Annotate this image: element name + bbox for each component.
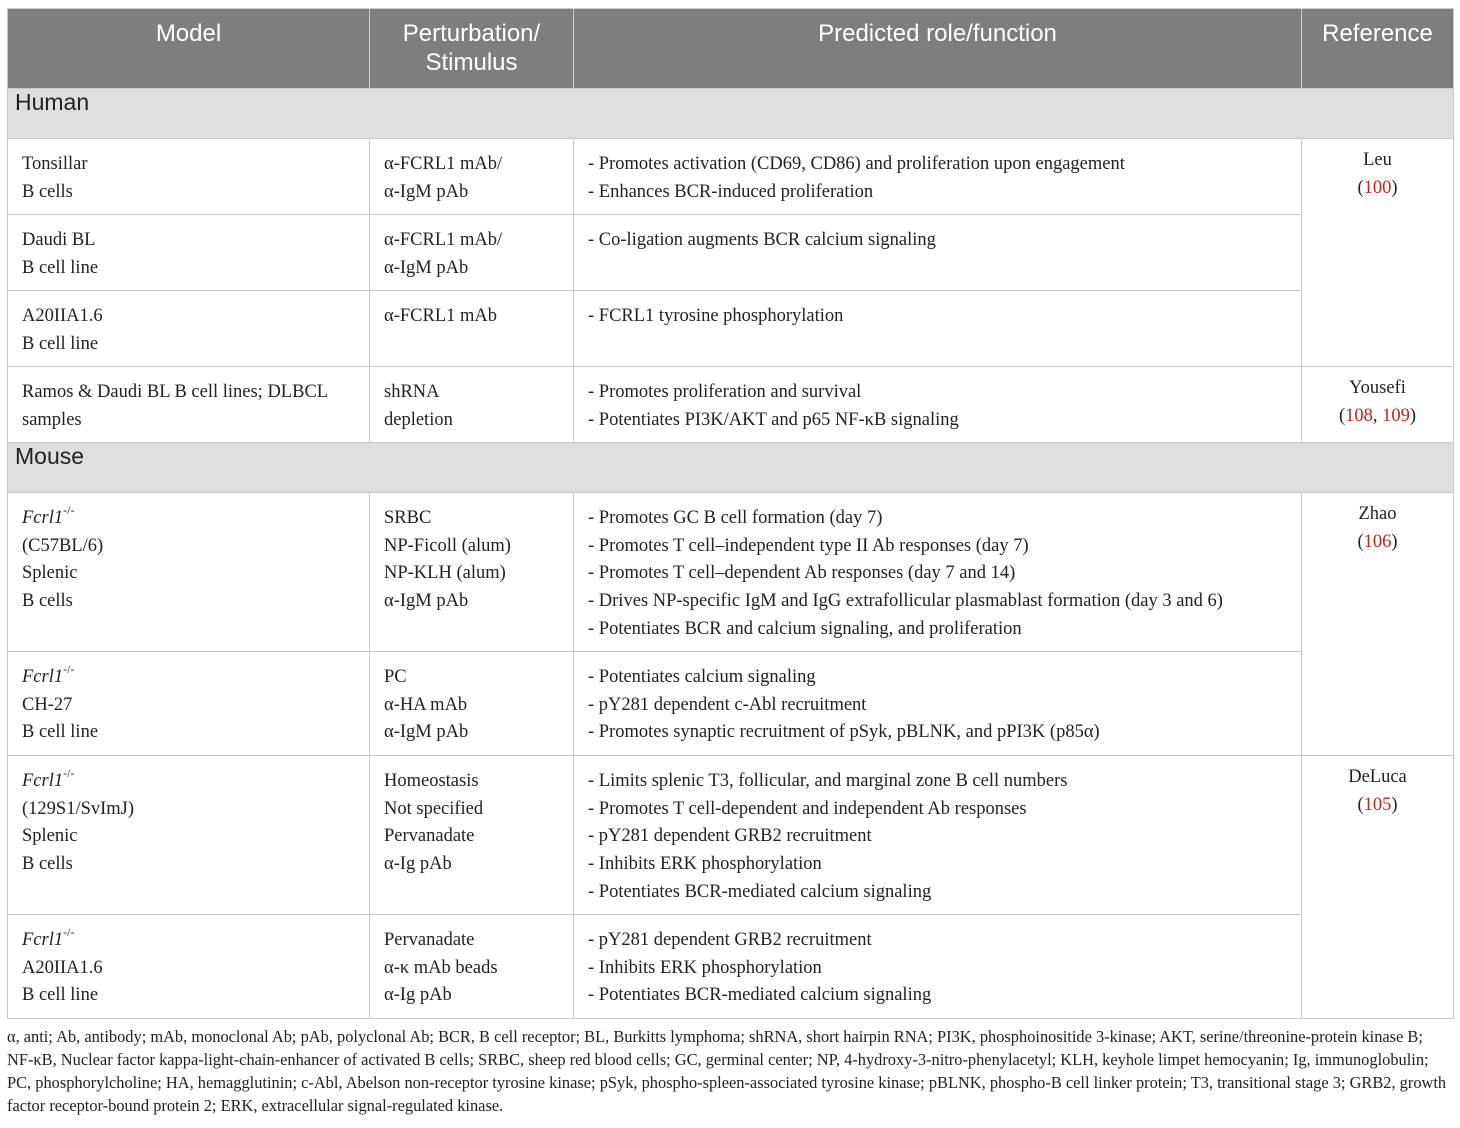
reference-link[interactable]: 108 [1345,405,1373,426]
model-line: A20IIA1.6 [22,306,103,326]
perturbation-line: SRBC [384,508,432,528]
cell-perturbation [370,915,574,1019]
cell-perturbation [370,756,574,915]
knockout-superscript: -/- [63,502,75,517]
cell-perturbation [370,139,574,215]
cell-role [574,756,1302,915]
model-gene-line [22,661,359,692]
model-line: B cell line [22,333,99,354]
model-line: Splenic [22,563,78,584]
perturbation-line: NP-KLH (alum) [384,563,506,584]
role-line: - pY281 dependent GRB2 recruitment [588,930,872,950]
reference-separator: , [1372,405,1383,426]
table-row [8,915,1454,1019]
model-line: Splenic [22,826,78,847]
paren-close: ) [1391,177,1398,198]
role-line: - pY281 dependent c-Abl recruitment [588,694,867,715]
perturbation-line: α-FCRL1 mAb [384,306,497,326]
section-label-mouse: Mouse [8,443,1454,493]
cell-role [574,291,1302,367]
cell-role [574,652,1302,756]
section-row-mouse [8,443,1454,493]
cell-role [574,367,1302,443]
reference-citation [1306,792,1449,820]
model-gene-line [22,502,359,533]
cell-perturbation [370,367,574,443]
perturbation-line: shRNA [384,382,440,402]
reference-citation [1306,175,1449,203]
paren-open: ( [1357,177,1364,198]
gene-name: Fcrl1 [22,930,64,950]
role-line: - Drives NP-specific IgM and IgG extrafollicular plasmablast formation (day 3 and 6) [588,591,1223,612]
perturbation-line: α-κ mAb beads [384,957,498,978]
reference-author: Zhao [1358,504,1397,524]
model-gene-line [22,765,359,796]
perturbation-line: α-Ig pAb [384,985,452,1006]
model-line: B cell line [22,722,99,743]
reference-citation [1306,403,1449,431]
role-line: - Limits splenic T3, follicular, and marginal zone B cell numbers [588,771,1068,791]
perturbation-line: PC [384,667,407,687]
model-line: Daudi BL [22,230,96,250]
reference-author: Leu [1363,150,1392,170]
cell-role [574,915,1302,1019]
role-line: - Promotes T cell–independent type II Ab responses (day 7) [588,535,1029,556]
cell-role [574,493,1302,652]
table-row [8,367,1454,443]
role-line: - Promotes T cell–dependent Ab responses (day 7 and 14) [588,563,1016,584]
cell-model [8,493,370,652]
cell-model [8,215,370,291]
header-model: Model [8,9,370,89]
cell-model [8,756,370,915]
role-line: - Potentiates calcium signaling [588,667,816,687]
knockout-superscript: -/- [63,765,75,780]
model-line: B cells [22,181,73,202]
role-line: - Potentiates PI3K/AKT and p65 NF-κB signaling [588,409,959,430]
cell-reference [1302,139,1454,367]
perturbation-line: depletion [384,409,453,430]
model-line: B cells [22,591,73,612]
perturbation-line: Homeostasis [384,771,479,791]
header-row [8,9,1454,89]
paren-open: ( [1357,794,1364,815]
role-line: - Inhibits ERK phosphorylation [588,854,822,875]
table-row [8,291,1454,367]
role-line: - Promotes GC B cell formation (day 7) [588,508,883,528]
paren-close: ) [1409,405,1417,426]
cell-reference [1302,367,1454,443]
role-line: - pY281 dependent GRB2 recruitment [588,826,872,847]
knockout-superscript: -/- [63,661,75,676]
paren-open: ( [1338,405,1346,426]
model-line: (C57BL/6) [22,535,104,556]
model-line: Ramos & Daudi BL B cell lines; DLBCL [22,382,329,402]
header-perturbation-line: Stimulus [425,49,518,76]
cell-model [8,652,370,756]
perturbation-line: α-IgM pAb [384,591,469,612]
table-row [8,139,1454,215]
header-perturbation [370,9,574,89]
gene-name: Fcrl1 [22,667,64,687]
paren-open: ( [1357,531,1364,552]
perturbation-line: Not specified [384,798,484,819]
header-perturbation-line: Perturbation/ [402,20,541,47]
gene-name: Fcrl1 [22,771,64,791]
cell-reference [1302,493,1454,756]
role-line: - Co-ligation augments BCR calcium signaling [588,230,936,250]
cell-role [574,139,1302,215]
model-line: B cell line [22,985,99,1006]
model-gene-line [22,924,359,955]
model-line: CH-27 [22,694,73,715]
perturbation-line: α-IgM pAb [384,257,469,278]
role-line: - Potentiates BCR-mediated calcium signaling [588,985,932,1006]
gene-name: Fcrl1 [22,508,64,528]
cell-perturbation [370,291,574,367]
cell-model [8,139,370,215]
paren-close: ) [1391,794,1398,815]
role-line: - Promotes synaptic recruitment of pSyk, pBLNK, and pPI3K (p85α) [588,722,1100,743]
perturbation-line: α-IgM pAb [384,722,469,743]
perturbation-line: α-Ig pAb [384,854,452,875]
role-line: - FCRL1 tyrosine phosphorylation [588,306,844,326]
model-line: (129S1/SvImJ) [22,798,135,819]
table-row [8,652,1454,756]
reference-link[interactable]: 105 [1363,794,1392,815]
reference-author: Yousefi [1349,378,1406,398]
perturbation-line: NP-Ficoll (alum) [384,535,511,556]
section-label-human: Human [8,89,1454,139]
role-line: - Promotes T cell-dependent and independent Ab responses [588,798,1027,819]
model-line: B cell line [22,257,99,278]
cell-perturbation [370,493,574,652]
cell-perturbation [370,215,574,291]
perturbation-line: Pervanadate [384,930,475,950]
perturbation-line: Pervanadate [384,826,475,847]
role-line: - Potentiates BCR and calcium signaling, and proliferation [588,618,1022,639]
reference-author: DeLuca [1348,767,1407,787]
perturbation-line: α-HA mAb [384,694,468,715]
knockout-superscript: -/- [63,924,75,939]
paren-close: ) [1391,531,1398,552]
header-role: Predicted role/function [574,9,1302,89]
table-container [7,8,1453,1117]
role-line: - Enhances BCR-induced proliferation [588,181,874,202]
table-row [8,215,1454,291]
perturbation-line: α-FCRL1 mAb/ [384,154,503,174]
table-footnote: α, anti; Ab, antibody; mAb, monoclonal Ab; pAb, polyclonal Ab; BCR, B cell receptor; BL, Burkitts lymphoma; shRNA, short hairpin RNA; PI3K, phosphoinositide 3-kinase; AKT, serine/threonine-protein kinase B; NF-κB, Nuclear factor kappa-light-chain-enhancer of activated B cells; SRBC, sheep red blood cells; GC, germinal center; NP, 4-hydroxy-3-nitro-phenylacetyl; KLH, keyhole limpet hemocyanin; Ig, immunoglobulin; PC, phosphorylcholine; HA, hemagglutinin; c-Abl, Abelson non-receptor tyrosine kinase; pSyk, phospho-spleen-associated tyrosine kinase; pBLNK, phospho-B cell linker protein; T3, transitional stage 3; GRB2, growth factor receptor-bound protein 2; ERK, extracellular signal-regulated kinase. [7,1027,1447,1115]
reference-citation [1306,529,1449,557]
table-row [8,756,1454,915]
header-reference: Reference [1302,9,1454,89]
cell-perturbation [370,652,574,756]
role-line: - Inhibits ERK phosphorylation [588,957,822,978]
cell-role [574,215,1302,291]
cell-model [8,367,370,443]
table-row [8,493,1454,652]
cell-model [8,915,370,1019]
model-line: Tonsillar [22,154,88,174]
role-line: - Promotes activation (CD69, CD86) and proliferation upon engagement [588,154,1125,174]
perturbation-line: α-FCRL1 mAb/ [384,230,503,250]
reference-link[interactable]: 109 [1382,405,1410,426]
model-line: B cells [22,854,73,875]
data-table [7,8,1454,1019]
model-line: samples [22,409,82,430]
reference-link[interactable]: 106 [1363,531,1392,552]
cell-model [8,291,370,367]
model-line: A20IIA1.6 [22,957,103,978]
section-row-human [8,89,1454,139]
perturbation-line: α-IgM pAb [384,181,469,202]
role-line: - Potentiates BCR-mediated calcium signaling [588,881,932,902]
role-line: - Promotes proliferation and survival [588,382,862,402]
cell-reference [1302,756,1454,1019]
reference-link[interactable]: 100 [1363,177,1392,198]
